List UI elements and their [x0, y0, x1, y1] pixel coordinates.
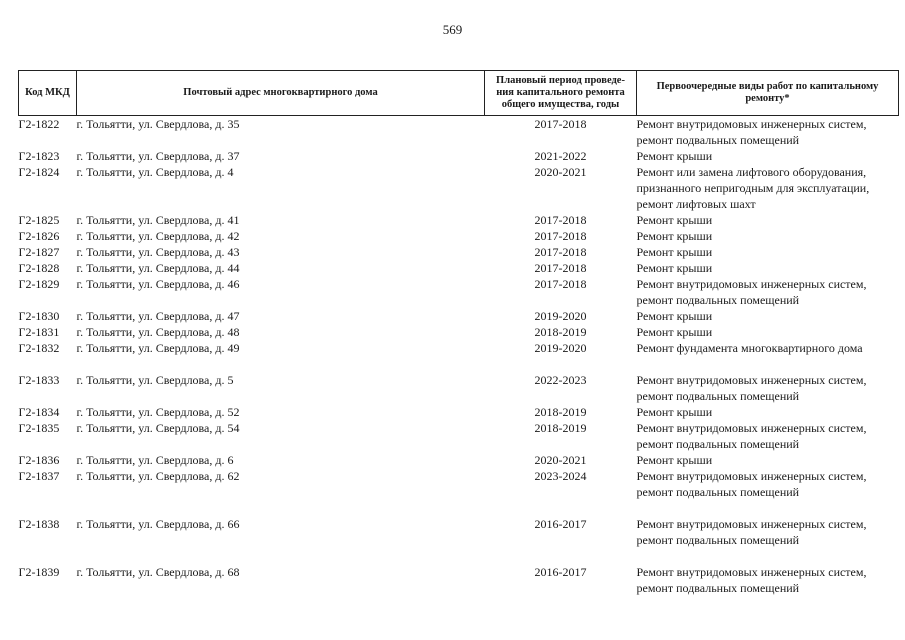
table-row — [19, 308, 899, 324]
row-spacer — [19, 356, 899, 372]
cell-address: г. Тольятти, ул. Свердлова, д. 35 — [76, 117, 240, 131]
header-address: Почтовый адрес многоквартирного дома — [77, 71, 485, 116]
cell-code: Г2-1828 — [18, 261, 60, 275]
table-row — [19, 420, 899, 452]
cell-code: Г2-1830 — [18, 309, 60, 323]
works-line: ремонт подвальных помещений — [636, 581, 800, 595]
cell-works — [637, 164, 899, 212]
cell-address: г. Тольятти, ул. Свердлова, д. 4 — [76, 165, 234, 179]
table-row — [19, 468, 899, 500]
cell-works — [637, 564, 899, 596]
works-line: ремонт лифтовых шахт — [636, 197, 756, 211]
cell-period: 2020-2021 — [534, 165, 587, 179]
works-line: Ремонт крыши — [636, 453, 713, 467]
works-line: Ремонт крыши — [636, 261, 713, 275]
cell-code: Г2-1823 — [18, 149, 60, 163]
table-row — [19, 372, 899, 404]
cell-code: Г2-1835 — [18, 421, 60, 435]
cell-period: 2017-2018 — [534, 245, 587, 259]
cell-address: г. Тольятти, ул. Свердлова, д. 49 — [76, 341, 240, 355]
works-line: Ремонт крыши — [636, 405, 713, 419]
works-line: признанного непригодным для эксплуатации, — [636, 181, 870, 195]
works-line: ремонт подвальных помещений — [636, 533, 800, 547]
works-line: ремонт подвальных помещений — [636, 293, 800, 307]
cell-works — [637, 324, 899, 340]
row-spacer — [19, 500, 899, 516]
cell-address: г. Тольятти, ул. Свердлова, д. 62 — [76, 469, 240, 483]
table-body — [19, 116, 899, 597]
cell-address: г. Тольятти, ул. Свердлова, д. 42 — [76, 229, 240, 243]
cell-works — [637, 260, 899, 276]
table-row — [19, 516, 899, 548]
table-row — [19, 340, 899, 356]
works-line: Ремонт крыши — [636, 309, 713, 323]
cell-code: Г2-1824 — [18, 165, 60, 179]
works-line: Ремонт внутридомовых инженерных систем, — [636, 373, 867, 387]
cell-period: 2018-2019 — [534, 405, 587, 419]
cell-code: Г2-1832 — [18, 341, 60, 355]
cell-code: Г2-1825 — [18, 213, 60, 227]
cell-works — [637, 468, 899, 500]
works-line: Ремонт крыши — [636, 245, 713, 259]
cell-period: 2023-2024 — [534, 469, 587, 483]
works-line: ремонт подвальных помещений — [636, 437, 800, 451]
works-line: ремонт подвальных помещений — [636, 389, 800, 403]
row-spacer — [19, 548, 899, 564]
cell-code: Г2-1827 — [18, 245, 60, 259]
works-line: ремонт подвальных помещений — [636, 485, 800, 499]
cell-works — [637, 148, 899, 164]
table-row — [19, 116, 899, 149]
cell-address: г. Тольятти, ул. Свердлова, д. 47 — [76, 309, 240, 323]
cell-works — [637, 212, 899, 228]
works-line: Ремонт внутридомовых инженерных систем, — [636, 117, 867, 131]
cell-period: 2020-2021 — [534, 453, 587, 467]
table-row — [19, 276, 899, 308]
cell-code: Г2-1831 — [18, 325, 60, 339]
repair-schedule-table — [18, 70, 899, 596]
works-line: Ремонт крыши — [636, 229, 713, 243]
cell-period: 2017-2018 — [534, 213, 587, 227]
cell-works — [637, 516, 899, 548]
cell-period: 2021-2022 — [534, 149, 587, 163]
header-code: Код МКД — [19, 71, 77, 116]
cell-works — [637, 340, 899, 356]
works-line: Ремонт фундамента многоквартирного дома — [636, 341, 863, 355]
table-row — [19, 324, 899, 340]
works-line: Ремонт внутридомовых инженерных систем, — [636, 517, 867, 531]
cell-works — [637, 228, 899, 244]
table-header-row — [19, 71, 899, 116]
table-row — [19, 212, 899, 228]
cell-address: г. Тольятти, ул. Свердлова, д. 46 — [76, 277, 240, 291]
cell-works — [637, 404, 899, 420]
table-row — [19, 148, 899, 164]
cell-works — [637, 276, 899, 308]
cell-period: 2018-2019 — [534, 421, 587, 435]
cell-address: г. Тольятти, ул. Свердлова, д. 37 — [76, 149, 240, 163]
cell-address: г. Тольятти, ул. Свердлова, д. 5 — [76, 373, 234, 387]
cell-code: Г2-1834 — [18, 405, 60, 419]
cell-works — [637, 372, 899, 404]
works-line: Ремонт крыши — [636, 325, 713, 339]
cell-works — [637, 452, 899, 468]
works-line: Ремонт или замена лифтового оборудования, — [636, 165, 867, 179]
cell-address: г. Тольятти, ул. Свердлова, д. 48 — [76, 325, 240, 339]
cell-address: г. Тольятти, ул. Свердлова, д. 52 — [76, 405, 240, 419]
works-line: ремонт подвальных помещений — [636, 133, 800, 147]
table-row — [19, 228, 899, 244]
cell-code: Г2-1837 — [18, 469, 60, 483]
header-works: Первоочередные виды работ по капитальному ремонту* — [637, 71, 899, 116]
table-row — [19, 244, 899, 260]
cell-code: Г2-1822 — [18, 117, 60, 131]
cell-period: 2019-2020 — [534, 309, 587, 323]
cell-address: г. Тольятти, ул. Свердлова, д. 43 — [76, 245, 240, 259]
cell-address: г. Тольятти, ул. Свердлова, д. 54 — [76, 421, 240, 435]
works-line: Ремонт внутридомовых инженерных систем, — [636, 565, 867, 579]
table-row — [19, 164, 899, 212]
cell-address: г. Тольятти, ул. Свердлова, д. 68 — [76, 565, 240, 579]
works-line: Ремонт внутридомовых инженерных систем, — [636, 421, 867, 435]
table-row — [19, 452, 899, 468]
cell-period: 2017-2018 — [534, 117, 587, 131]
header-period: Плановый период проведе-ния капитального ремонта общего имущества, годы — [485, 71, 637, 116]
cell-period: 2019-2020 — [534, 341, 587, 355]
cell-code: Г2-1826 — [18, 229, 60, 243]
cell-works — [637, 308, 899, 324]
cell-address: г. Тольятти, ул. Свердлова, д. 44 — [76, 261, 240, 275]
cell-code: Г2-1829 — [18, 277, 60, 291]
cell-code: Г2-1833 — [18, 373, 60, 387]
cell-period: 2018-2019 — [534, 325, 587, 339]
cell-period: 2016-2017 — [534, 565, 587, 579]
table-row — [19, 260, 899, 276]
works-line: Ремонт крыши — [636, 149, 713, 163]
cell-works — [637, 420, 899, 452]
cell-address: г. Тольятти, ул. Свердлова, д. 41 — [76, 213, 240, 227]
works-line: Ремонт внутридомовых инженерных систем, — [636, 277, 867, 291]
works-line: Ремонт внутридомовых инженерных систем, — [636, 469, 867, 483]
cell-period: 2016-2017 — [534, 517, 587, 531]
table-row — [19, 404, 899, 420]
table-row — [19, 564, 899, 596]
cell-works — [637, 244, 899, 260]
cell-period: 2017-2018 — [534, 261, 587, 275]
cell-works — [637, 116, 899, 149]
cell-period: 2017-2018 — [534, 277, 587, 291]
works-line: Ремонт крыши — [636, 213, 713, 227]
cell-address: г. Тольятти, ул. Свердлова, д. 66 — [76, 517, 240, 531]
cell-code: Г2-1836 — [18, 453, 60, 467]
cell-code: Г2-1839 — [18, 565, 60, 579]
cell-period: 2017-2018 — [534, 229, 587, 243]
cell-period: 2022-2023 — [534, 373, 587, 387]
cell-address: г. Тольятти, ул. Свердлова, д. 6 — [76, 453, 234, 467]
cell-code: Г2-1838 — [18, 517, 60, 531]
page-number: 569 — [442, 22, 463, 37]
